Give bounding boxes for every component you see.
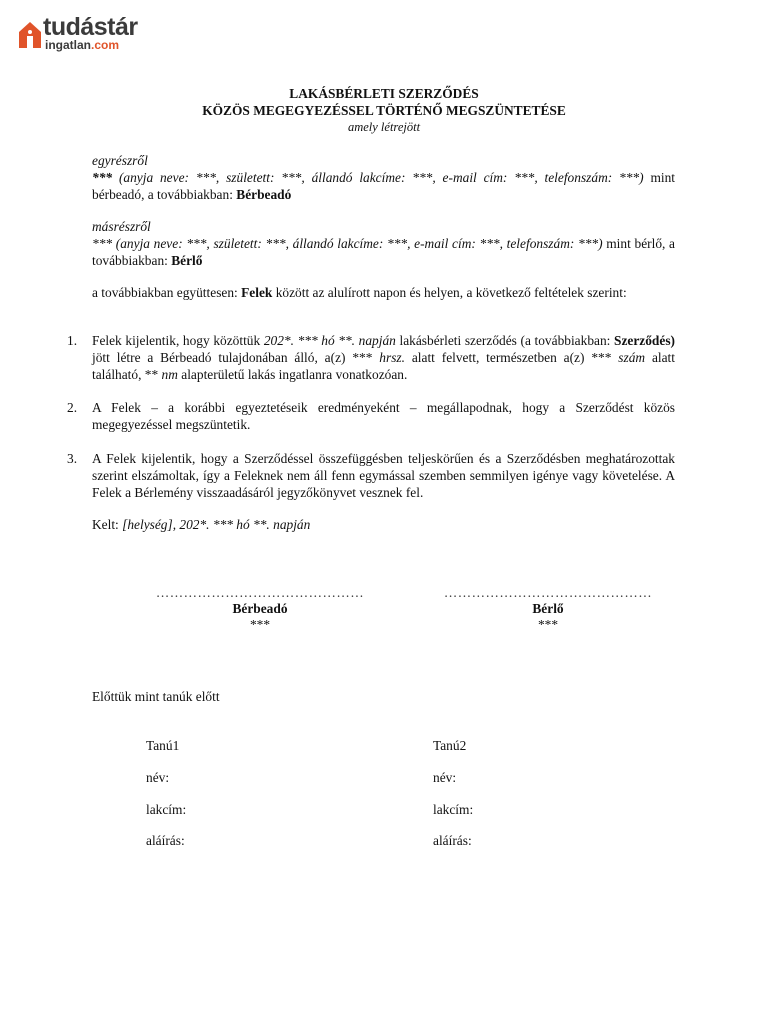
date-place-line: Kelt: [helység], 202*. *** hó **. napján	[92, 517, 311, 532]
party-2	[92, 218, 675, 269]
item-2-number: 2.	[67, 400, 78, 415]
witness-1-signature: aláírás:	[146, 833, 185, 848]
logo[interactable]	[18, 12, 168, 54]
witness-2-title: Tanú2	[433, 738, 467, 753]
witness-2-name: név:	[433, 770, 457, 785]
signature-landlord	[150, 585, 370, 633]
witness-1-name: név:	[146, 770, 170, 785]
signature-role: Bérlő	[532, 601, 564, 616]
witness-intro: Előttük mint tanúk előtt	[92, 689, 220, 704]
title-line-2: KÖZÖS MEGEGYEZÉSSEL TÖRTÉNŐ MEGSZÜNTETÉSE	[202, 103, 566, 118]
item-2-text: A Felek – a korábbi egyeztetéseik eredményeként – megállapodnak, hogy a Szerződést közös megegyezéssel megszüntetik.	[92, 400, 675, 432]
item-3-text: A Felek kijelentik, hogy a Szerződéssel összefüggésben teljeskörűen és a Szerződésben meghatározottak szerint elszámoltak, így a Feleknek nem áll fenn egymással szemben semmilyen igénye vagy követelése. A Felek a Bérlemény visszaadásáról jegyzőkönyvet vesznek fel.	[92, 451, 675, 500]
title-line-1: LAKÁSBÉRLETI SZERZŐDÉS	[289, 86, 479, 101]
party-2-label: másrészről	[92, 219, 151, 234]
item-3-number: 3.	[67, 451, 78, 466]
title-line-3: amely létrejött	[347, 120, 421, 134]
logo-sub: ingatlan.com	[45, 38, 120, 52]
witness-1-title: Tanú1	[146, 738, 180, 753]
house-icon	[18, 20, 42, 50]
document-title	[0, 85, 768, 136]
party-1	[92, 152, 675, 203]
signature-name: ***	[249, 617, 271, 632]
party-1-text: *** (anyja neve: ***, született: ***, állandó lakcíme: ***, e-mail cím: ***, telefonszám: ***) mint bérbeadó, a továbbiakban: Bérbeadó	[92, 170, 675, 202]
party-2-text: *** (anyja neve: ***, született: ***, állandó lakcíme: ***, e-mail cím: ***, telefonszám: ***) mint bérlő, a továbbiakban: Bérlő	[92, 236, 676, 268]
witness-1-address: lakcím:	[146, 802, 187, 817]
signature-line: ………………………………………	[443, 585, 653, 600]
logo-brand: tudástár	[43, 13, 138, 41]
witness-2-signature: aláírás:	[433, 833, 472, 848]
witness-2-address: lakcím:	[433, 802, 474, 817]
party-1-label: egyrészről	[92, 153, 148, 168]
signature-role: Bérbeadó	[232, 601, 288, 616]
item-1-text: Felek kijelentik, hogy közöttük 202*. *** hó **. napján lakásbérleti szerződés (a továbbiakban: Szerződés) jött létre a Bérbeadó tulajdonában álló, a(z) *** hrsz. alatt felvett, természetben a(z) *** szám alatt található, ** nm alapterületű lakás ingatlanra vonatkozóan.	[92, 333, 675, 382]
item-1-number: 1.	[67, 333, 78, 348]
signature-tenant	[438, 585, 658, 633]
parties-together: a továbbiakban együttesen: Felek között az alulírott napon és helyen, a következő feltételek szerint:	[92, 285, 627, 300]
signature-line: ………………………………………	[155, 585, 365, 600]
signature-name: ***	[537, 617, 559, 632]
